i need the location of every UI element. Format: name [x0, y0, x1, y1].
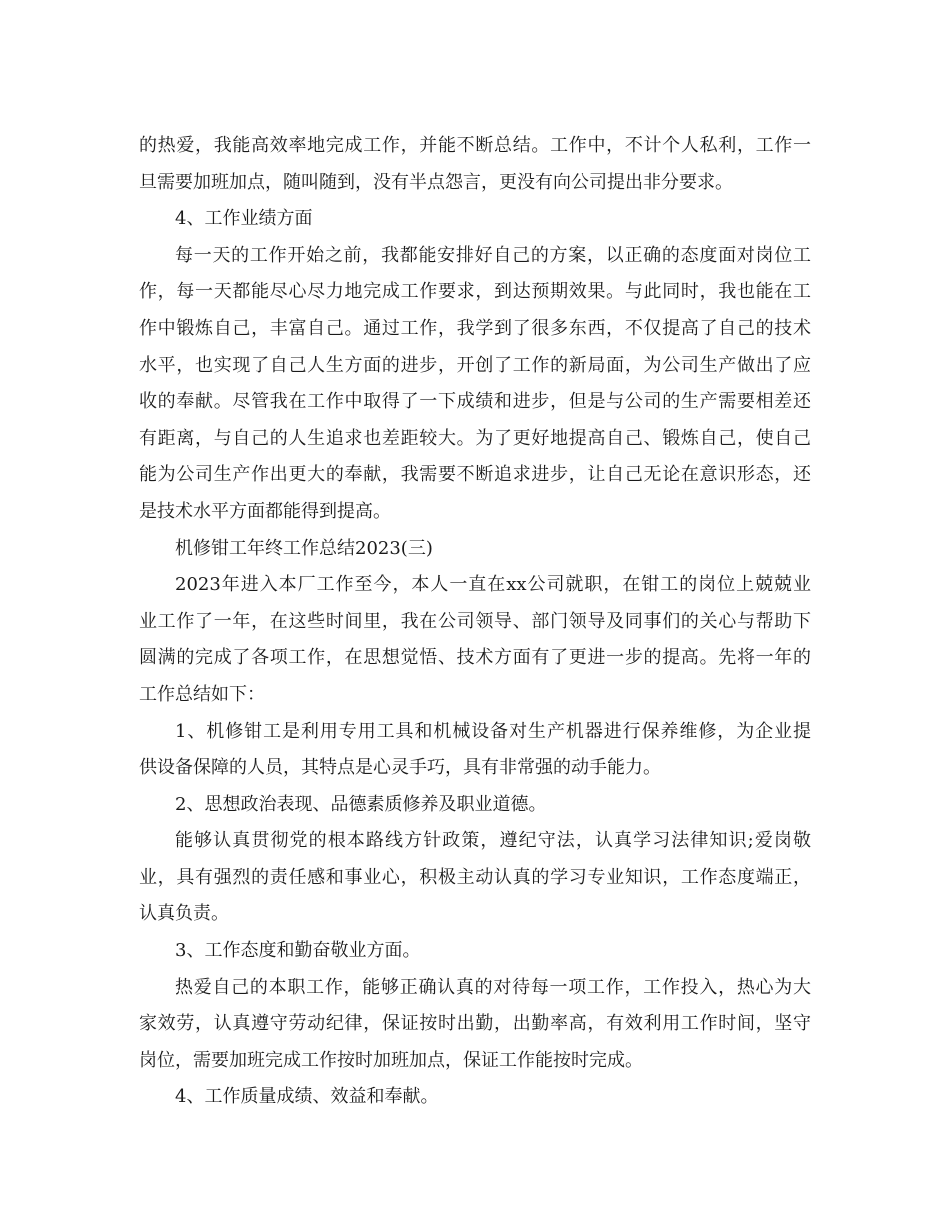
text-line: 能为公司生产作出更大的奉献，我需要不断追求进步，让自己无论在意识形态，还: [139, 464, 811, 486]
text-line: 岗位，需要加班完成工作按时加班加点，保证工作能按时完成。: [139, 1049, 643, 1071]
text-line: 每一天的工作开始之前，我都能安排好自己的方案，以正确的态度面对岗位工: [175, 244, 811, 266]
paragraph: [139, 823, 811, 933]
paragraph: [139, 933, 811, 970]
text-line: 旦需要加班加点，随叫随到，没有半点怨言，更没有向公司提出非分要求。: [139, 171, 733, 193]
text-line: 4、工作业绩方面: [175, 208, 313, 230]
text-line: 有距离，与自己的人生追求也差距较大。为了更好地提高自己、锻炼自己，使自己: [139, 427, 811, 449]
text-line: 是技术水平方面都能得到提高。: [139, 500, 391, 522]
text-line: 热爱自己的本职工作，能够正确认真的对待每一项工作，工作投入，热心为大: [175, 976, 811, 998]
text-line: 2、思想政治表现、品德素质修养及职业道德。: [175, 793, 547, 815]
paragraph: [139, 531, 811, 568]
text-line: 水平，也实现了自己人生方面的进步，开创了工作的新局面，为公司生产做出了应: [139, 354, 811, 376]
text-line: 2023年进入本厂工作至今，本人一直在xx公司就职，在钳工的岗位上兢兢业: [175, 574, 811, 596]
paragraph: [139, 128, 811, 201]
paragraph: [139, 1079, 811, 1116]
text-line: 的热爱，我能高效率地完成工作，并能不断总结。工作中，不计个人私利，工作一: [139, 135, 811, 156]
text-line: 供设备保障的人员，其特点是心灵手巧，具有非常强的动手能力。: [139, 757, 661, 779]
text-line: 4、工作质量成绩、效益和奉献。: [175, 1086, 439, 1108]
text-line: 能够认真贯彻党的根本路线方针政策，遵纪守法，认真学习法律知识;爱岗敬: [175, 830, 811, 852]
text-line: 机修钳工年终工作总结2023(三): [175, 537, 433, 559]
text-line: 作中锻炼自己，丰富自己。通过工作，我学到了很多东西，不仅提高了自己的技术: [139, 317, 811, 339]
document-page: [139, 128, 811, 1116]
paragraph: [139, 714, 811, 787]
text-line: 认真负责。: [139, 903, 229, 925]
text-line: 1、机修钳工是利用专用工具和机械设备对生产机器进行保养维修，为企业提: [175, 720, 811, 742]
text-line: 作，每一天都能尽心尽力地完成工作要求，到达预期效果。与此同时，我也能在工: [139, 281, 811, 303]
paragraph: [139, 238, 811, 531]
text-line: 业，具有强烈的责任感和事业心，积极主动认真的学习专业知识，工作态度端正，: [139, 866, 811, 888]
paragraph: [139, 201, 811, 238]
text-line: 业工作了一年，在这些时间里，我在公司领导、部门领导及同事们的关心与帮助下: [139, 610, 811, 632]
paragraph: [139, 567, 811, 713]
text-line: 工作总结如下：: [139, 683, 265, 705]
text-line: 3、工作态度和勤奋敬业方面。: [175, 940, 421, 962]
paragraph: [139, 787, 811, 824]
text-line: 圆满的完成了各项工作，在思想觉悟、技术方面有了更进一步的提高。先将一年的: [139, 647, 811, 669]
text-line: 收的奉献。尽管我在工作中取得了一下成绩和进步，但是与公司的生产需要相差还: [139, 391, 811, 413]
text-line: 家效劳，认真遵守劳动纪律，保证按时出勤，出勤率高，有效利用工作时间，坚守: [139, 1013, 811, 1035]
paragraph: [139, 970, 811, 1080]
